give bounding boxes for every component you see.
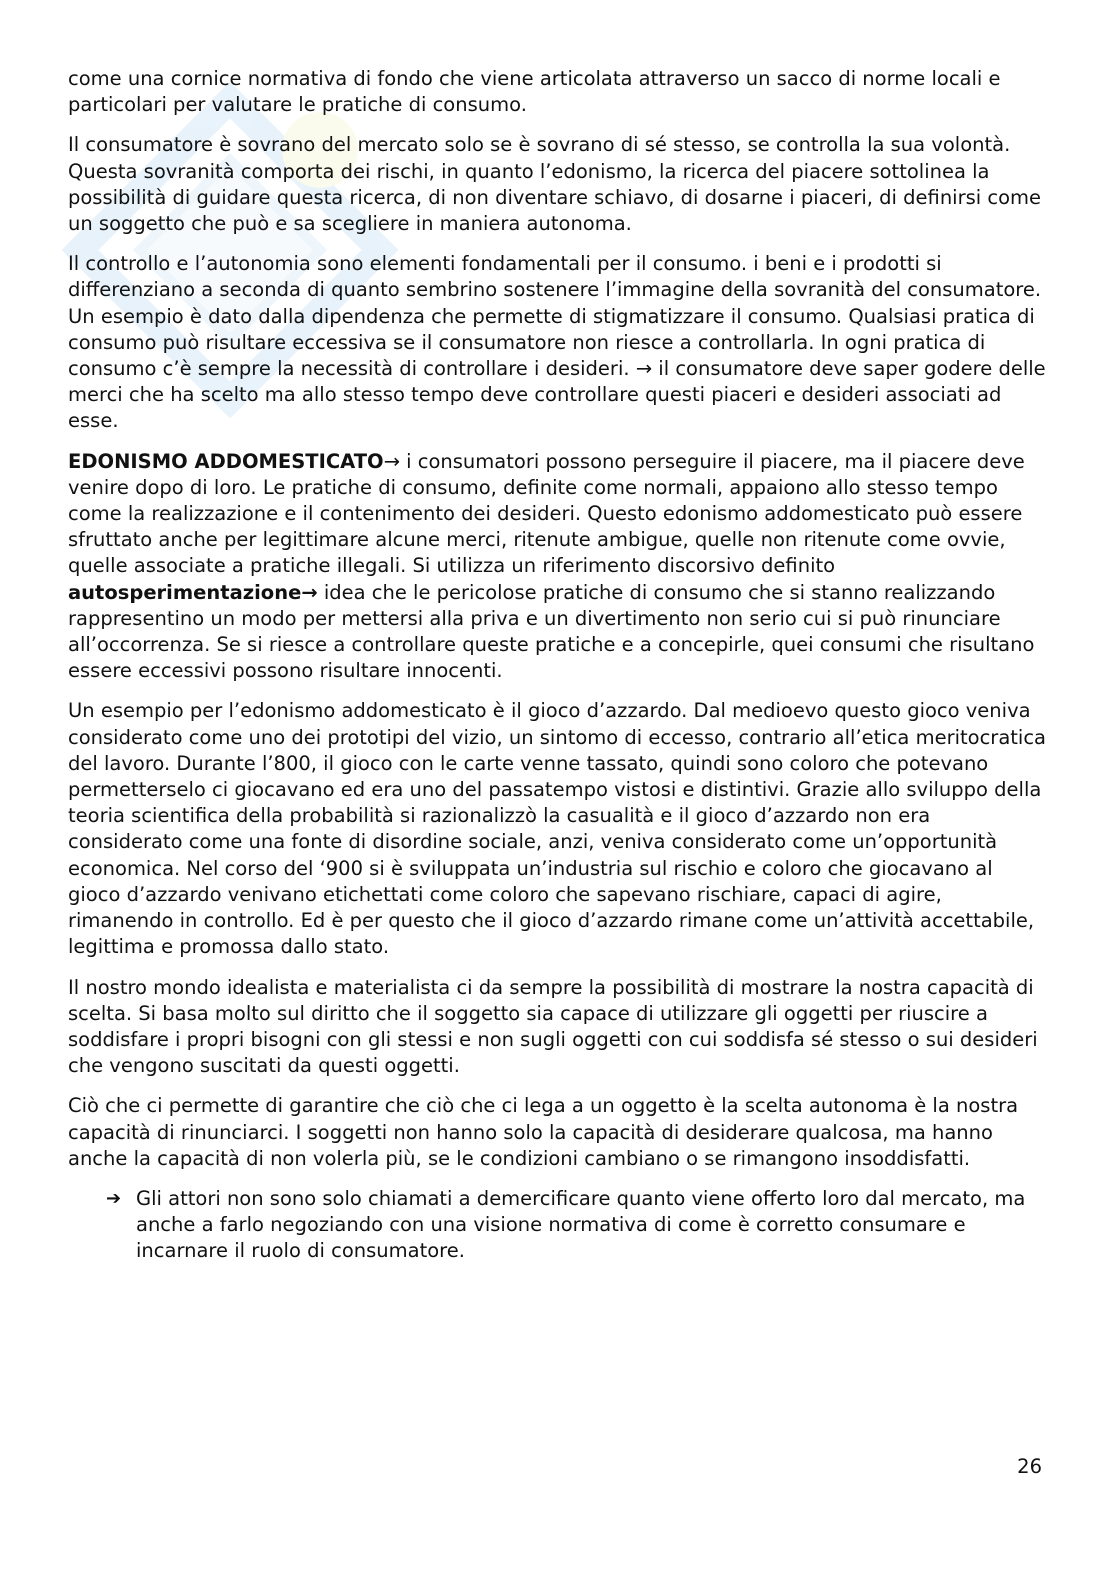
term-autosperimentazione: autosperimentazione→ [68,580,318,604]
arrow-right-bullet-icon: ➔ [106,1187,122,1209]
paragraph-4-text-b: idea che le pericolose pratiche di consumo che si stanno realizzando rappresentino un modo per mettersi alla priva e un divertimento non serio cui si può rinunciare all’occorrenza. Se si riesce a controllare queste pratiche e a concepirle, quei consumi che risultano essere eccessivi possono risultare innocenti. [68,580,1035,683]
paragraph-5: Un esempio per l’edonismo addomesticato è il gioco d’azzardo. Dal medioevo questo gioco veniva considerato come uno dei prototipi del vizio, un sintomo di eccesso, contrario all’etica meritocratica del lavoro. Durante l’800, il gioco con le carte venne tassato, quindi sono coloro che potevano permetterselo ci giocavano ed era uno del passatempo vistosi e distintivi. Grazie allo sviluppo della teoria scientifica della probabilità si razionalizzò la casualità e il gioco d’azzardo non era considerato come una fonte di disordine sociale, anzi, veniva considerato come un’opportunità economica. Nel corso del ‘900 si è sviluppata un’industria sul rischio e coloro che giocavano al gioco d’azzardo venivano etichettati come coloro che sapevano rischiare, capaci di agire, rimanendo in controllo. Ed è per questo che il gioco d’azzardo rimane come un’attività accettabile, legittima e promossa dallo stato. [68,699,1046,959]
bullet-item [106,1186,1050,1265]
paragraph-3: Il controllo e l’autonomia sono elementi fondamentali per il consumo. i beni e i prodotti si differenziano a seconda di quanto sembrino sostenere l’immagine della sovranità del consumatore. Un esempio è dato dalla dipendenza che permette di stigmatizzare il consumo. Qualsiasi pratica di consumo può risultare eccessiva se il consumatore non riesce a controllarla. In ogni pratica di consumo c’è sempre la necessità di controllare i desideri. → il consumatore deve saper godere delle merci che ha scelto ma allo stesso tempo deve controllare questi piaceri e desideri associati ad esse. [68,252,1046,433]
term-edonismo-addomesticato: EDONISMO ADDOMESTICATO [68,449,384,473]
bullet-text: Gli attori non sono solo chiamati a demercificare quanto viene offerto loro dal mercato, ma anche a farlo negoziando con una visione normativa di come è corretto consumare e incarnare il ruolo di consumatore. [136,1186,1026,1263]
paragraph-2: Il consumatore è sovrano del mercato solo se è sovrano di sé stesso, se controlla la sua volontà. Questa sovranità comporta dei rischi, in quanto l’edonismo, la ricerca del piacere sottolinea la possibilità di guidare questa ricerca, di non diventare schiavo, di dosarne i piaceri, di definirsi come un soggetto che può e sa scegliere in maniera autonoma. [68,133,1042,236]
paragraph-4-text-a: → i consumatori possono perseguire il piacere, ma il piacere deve venire dopo di loro. Le pratiche di consumo, definite come normali, appaiono allo stesso tempo come la realizzazione e il contenimento dei desideri. Questo edonismo addomesticato può essere sfruttato anche per legittimare alcune merci, ritenute ambigue, quelle non ritenute come ovvie, quelle associate a pratiche illegali. Si utilizza un riferimento discorsivo definito [68,449,1025,578]
paragraph-1: come una cornice normativa di fondo che viene articolata attraverso un sacco di norme locali e particolari per valutare le pratiche di consumo. [68,67,1001,117]
page-number: 26 [1017,1455,1042,1478]
paragraph-edonismo-addomesticato [68,449,1050,685]
document-body [68,66,1050,1265]
paragraph-7: Ciò che ci permette di garantire che ciò che ci lega a un oggetto è la scelta autonoma è la nostra capacità di rinunciarci. I soggetti non hanno solo la capacità di desiderare qualcosa, ma hanno anche la capacità di non volerla più, se le condizioni cambiano o se rimangono insoddisfatti. [68,1094,1019,1170]
paragraph-6: Il nostro mondo idealista e materialista ci da sempre la possibilità di mostrare la nostra capacità di scelta. Si basa molto sul diritto che il soggetto sia capace di utilizzare gli oggetti per riuscire a soddisfare i propri bisogni con gli stessi e non sugli oggetti con cui soddisfa sé stesso o sui desideri che vengono suscitati da questi oggetti. [68,975,1038,1078]
